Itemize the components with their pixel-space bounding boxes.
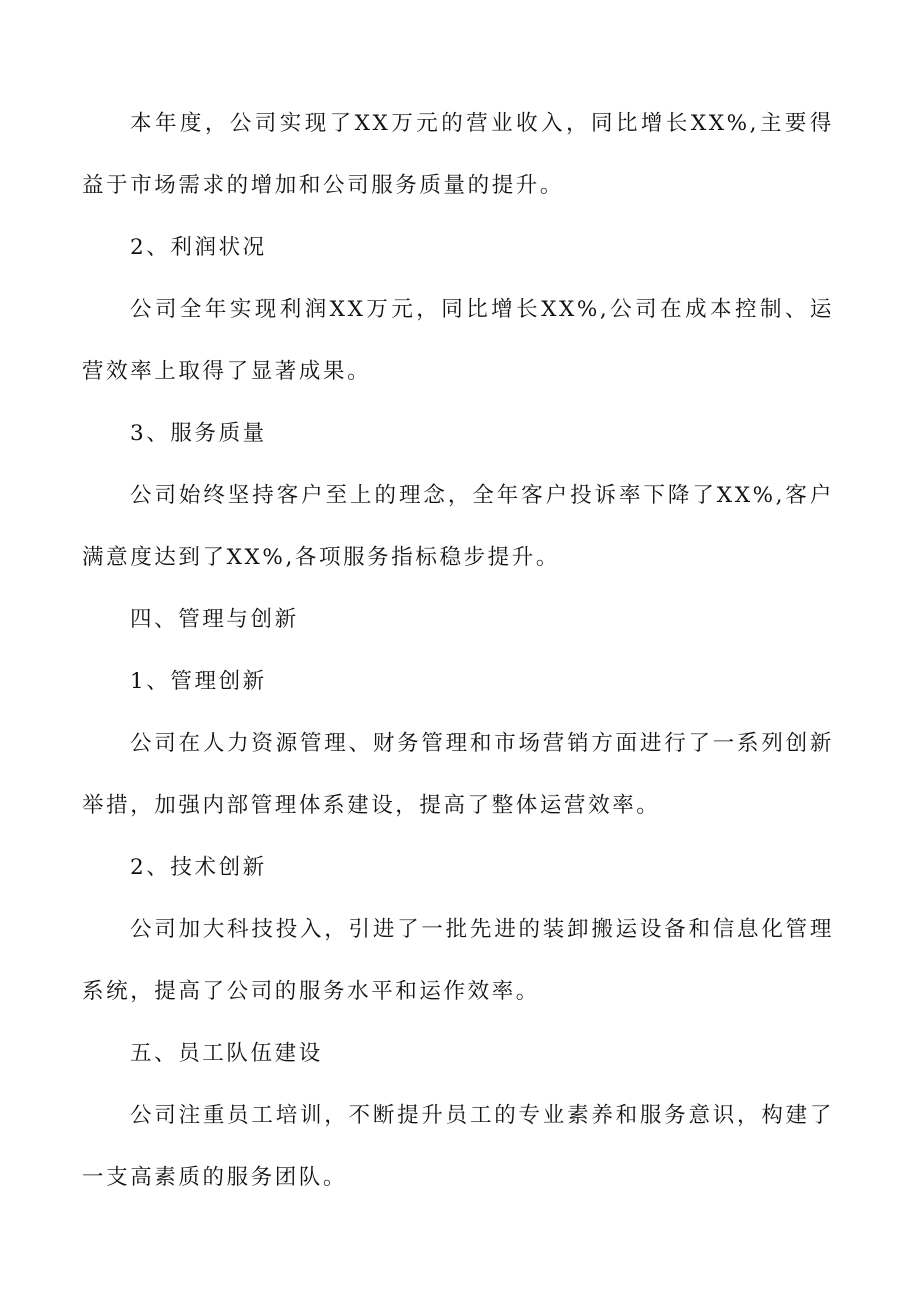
heading-staff-building: 五、员工队伍建设 bbox=[130, 1041, 323, 1066]
heading-management-innovation-section: 四、管理与创新 bbox=[130, 607, 299, 632]
heading-technology-innovation: 2、技术创新 bbox=[130, 855, 267, 880]
paragraph-staff-building: 公司注重员工培训，不断提升员工的专业素养和服务意识，构建了一支高素质的服务团队。 bbox=[82, 1103, 834, 1190]
paragraph-profit: 公司全年实现利润XX万元，同比增长XX%,公司在成本控制、运营效率上取得了显著成果。 bbox=[82, 297, 834, 384]
paragraph-service-quality: 公司始终坚持客户至上的理念，全年客户投诉率下降了XX%,客户满意度达到了XX%,各项服务指标稳步提升。 bbox=[82, 483, 834, 570]
heading-profit-status: 2、利润状况 bbox=[130, 235, 267, 260]
heading-management-innovation: 1、管理创新 bbox=[130, 669, 267, 694]
paragraph-technology-innovation: 公司加大科技投入，引进了一批先进的装卸搬运设备和信息化管理系统，提高了公司的服务水平和运作效率。 bbox=[82, 917, 834, 1004]
paragraph-revenue: 本年度，公司实现了XX万元的营业收入，同比增长XX%,主要得益于市场需求的增加和公司服务质量的提升。 bbox=[82, 111, 834, 198]
document-page bbox=[82, 93, 834, 1209]
heading-service-quality: 3、服务质量 bbox=[130, 421, 267, 446]
paragraph-management-innovation: 公司在人力资源管理、财务管理和市场营销方面进行了一系列创新举措，加强内部管理体系建设，提高了整体运营效率。 bbox=[82, 731, 834, 818]
